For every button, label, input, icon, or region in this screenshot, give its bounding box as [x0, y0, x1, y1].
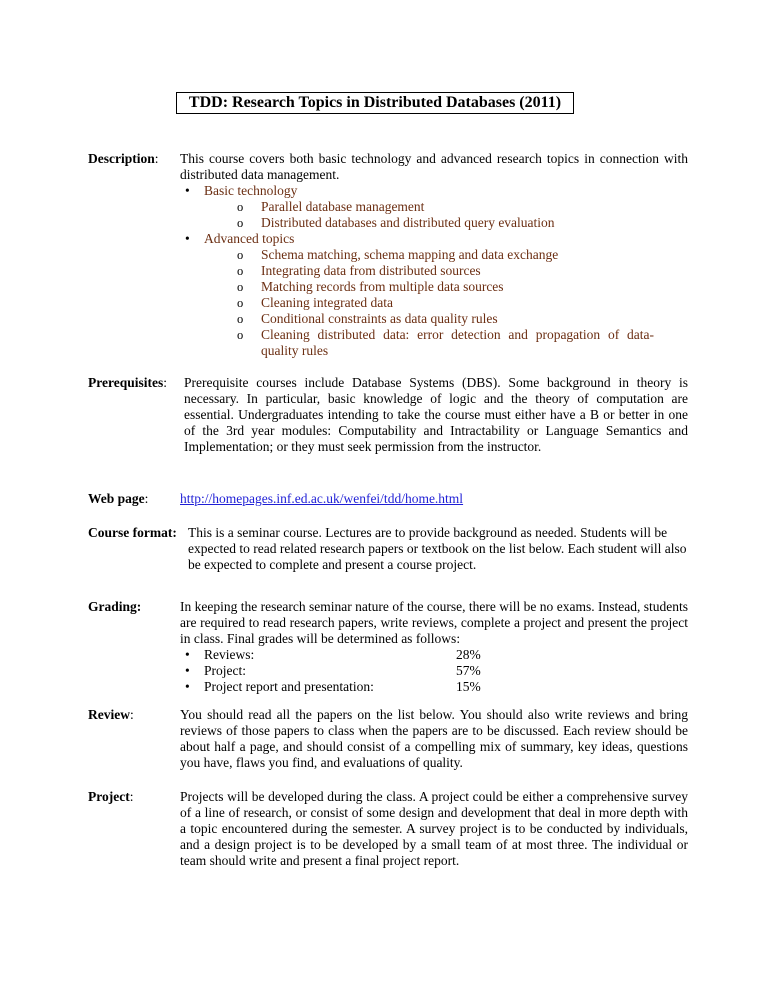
project-label: Project:	[88, 789, 134, 804]
description-label: Description:	[88, 151, 159, 166]
grading-label: Grading:	[88, 599, 142, 614]
grade-percent: 15%	[456, 679, 481, 694]
subtopic-item: o Parallel database management	[237, 199, 688, 215]
subtopic-item: o Cleaning distributed data: error detection and propagation of data-quality rules	[237, 327, 654, 359]
grading-body	[180, 599, 688, 695]
review-text: You should read all the papers on the list below. You should also write reviews and bring reviews of those papers to class when the papers are to be discussed. Each review should be about half a page, and should consist of a compelling mix of summary, key ideas, questions you have, flaws you find, and evaluations of quality.	[180, 707, 688, 770]
topic-advanced	[180, 231, 688, 359]
subtopic-item: o Integrating data from distributed sources	[237, 263, 654, 279]
prerequisites-text: Prerequisite courses include Database Systems (DBS). Some background in theory is necessary. In particular, basic knowledge of logic and the theory of computation are essential. Undergraduates intending to take the course must either have a B or better in one of the 3rd year modules: Computability and Intractability or Language Semantics and Implementation; or they must seek permission from the instructor.	[184, 375, 688, 454]
subtopic-list	[204, 199, 688, 231]
review-label: Review:	[88, 707, 134, 722]
subtopic-item: o Conditional constraints as data quality rules	[237, 311, 654, 327]
subtopic-item: o Schema matching, schema mapping and data exchange	[237, 247, 654, 263]
grade-item: • Project: 57%	[180, 663, 688, 679]
topic-heading: Basic technology	[204, 183, 298, 198]
grade-item: • Project report and presentation: 15%	[180, 679, 688, 695]
webpage-label: Web page:	[88, 491, 149, 506]
prerequisites-label: Prerequisites:	[88, 375, 168, 390]
topic-heading: Advanced topics	[204, 231, 295, 246]
grading-text: In keeping the research seminar nature of the course, there will be no exams. Instead, students are required to read research papers, write reviews, complete a project and present the project in class. Final grades will be determined as follows:	[180, 599, 688, 646]
topic-list	[180, 183, 688, 359]
subtopic-item: o Distributed databases and distributed query evaluation	[237, 215, 688, 231]
project-text: Projects will be developed during the class. A project could be either a comprehensive survey of a line of research, or consist of some design and development that deal in more depth with a topic encountered during the semester. A survey project is to be conducted by individuals, and a design project is to be developed by a small team of at most three. The individual or team should write and present a final project report.	[180, 789, 688, 868]
grade-percent: 28%	[456, 647, 481, 662]
topic-basic	[180, 183, 688, 231]
description-body	[180, 151, 688, 359]
description-intro: This course covers both basic technology and advanced research topics in connection with distributed data management.	[180, 151, 688, 182]
page-title: TDD: Research Topics in Distributed Databases (2011)	[176, 92, 574, 114]
grade-percent: 57%	[456, 663, 481, 678]
course-webpage-link[interactable]: http://homepages.inf.ed.ac.uk/wenfei/tdd/home.html	[180, 491, 464, 506]
course-format-label: Course format:	[88, 525, 177, 540]
course-format-text: This is a seminar course. Lectures are to provide background as needed. Students will be expected to read related research papers or textbook on the list below. Each student will also be expected to complete and present a course project.	[188, 525, 687, 572]
subtopic-list	[204, 247, 688, 359]
grade-item: • Reviews: 28%	[180, 647, 688, 663]
subtopic-item: o Cleaning integrated data	[237, 295, 654, 311]
subtopic-item: o Matching records from multiple data sources	[237, 279, 654, 295]
